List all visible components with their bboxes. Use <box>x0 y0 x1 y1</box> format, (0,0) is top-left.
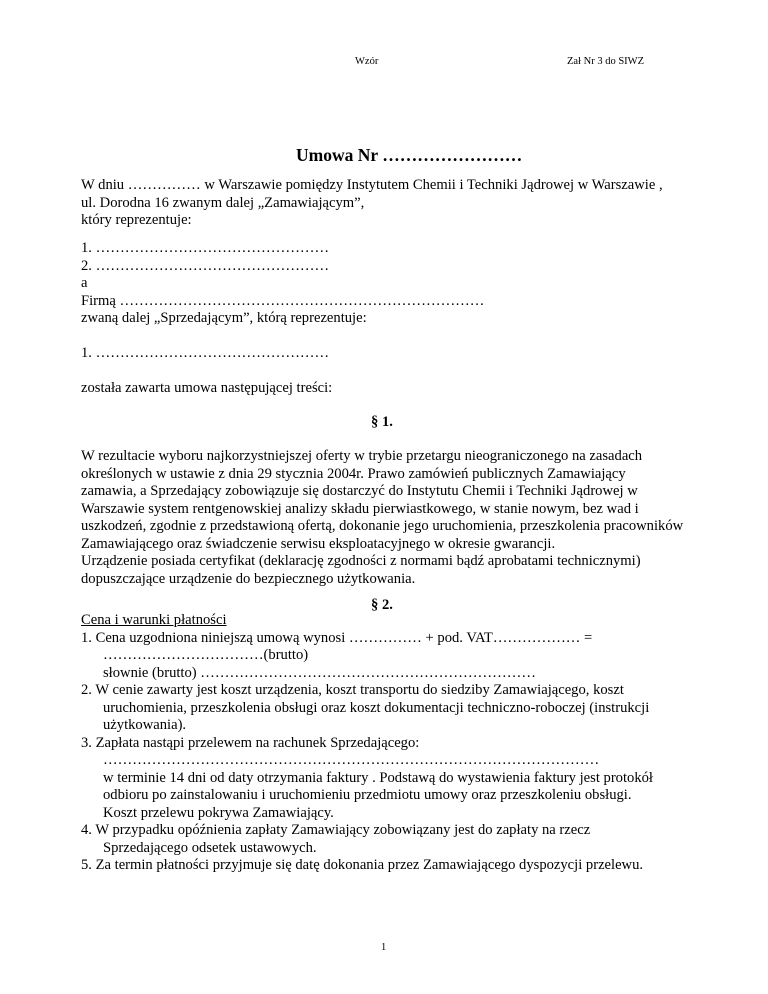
paragraph-line: uszkodzeń, zgodnie z przedstawioną ofertą, dokonanie jego uruchomienia, przeszkolenia pracowników <box>81 518 684 534</box>
intro-line: W dniu …………… w Warszawie pomiędzy Instytutem Chemii i Techniki Jądrowej w Warszawie , <box>81 177 663 193</box>
list-item-continuation: ……………………………(brutto) <box>103 647 309 663</box>
intro-paragraph <box>81 177 663 230</box>
paragraph-line: W rezultacie wyboru najkorzystniejszej oferty w trybie przetargu nieograniczonego na zasadach <box>81 448 643 464</box>
paragraph-line: Zamawiającego oraz świadczenie serwisu eksploatacyjnego w okresie gwarancji. <box>81 535 556 552</box>
list-item-continuation: użytkowania). <box>103 717 187 733</box>
section-2-heading: § 2. <box>371 597 393 613</box>
section-1-body <box>81 448 683 588</box>
intro-line: który reprezentuje: <box>81 212 192 228</box>
section-1-heading: § 1. <box>371 414 393 430</box>
list-item: 5. Za termin płatności przyjmuje się datę dokonania przez Zamawiającego dyspozycji przelewu. <box>81 857 644 873</box>
concluded-line: została zawarta umowa następującej treści: <box>81 380 333 396</box>
paragraph-line: Urządzenie posiada certyfikat (deklarację zgodności z normami bądź aprobatami technicznymi) <box>81 553 641 569</box>
conjunction-a: a <box>81 275 88 291</box>
seller-line: zwaną dalej „Sprzedającym”, którą reprezentuje: <box>81 310 367 326</box>
buyer-representatives <box>81 240 484 328</box>
list-item: 3. Zapłata nastąpi przelewem na rachunek Sprzedającego: <box>81 734 420 751</box>
representative-line: 2. ………………………………………… <box>81 257 330 274</box>
list-item-continuation: ………………………………………………………………………………………… <box>103 752 600 768</box>
list-item: 2. W cenie zawarty jest koszt urządzenia, koszt transportu do siedziby Zamawiającego, koszt <box>81 682 624 698</box>
attachment-label: Zał Nr 3 do SIWZ <box>567 56 644 67</box>
paragraph-line: Warszawie system rentgenowskiej analizy składu pierwiastkowego, w stanie nowym, bez wad i <box>81 500 639 517</box>
representative-line: 1. ………………………………………… <box>81 345 330 361</box>
paragraph-line: zamawia, a Sprzedający zobowiązuje się dostarczyć do Instytutu Chemii i Techniki Jądrowej w <box>81 483 638 499</box>
section-2-subheading: Cena i warunki płatności <box>81 612 227 628</box>
list-item-continuation: w terminie 14 dni od daty otrzymania faktury . Podstawą do wystawienia faktury jest protokół <box>103 769 653 786</box>
list-item: 1. Cena uzgodniona niniejszą umową wynosi …………… + pod. VAT……………… = <box>81 629 593 646</box>
list-item-continuation: Koszt przelewu pokrywa Zamawiający. <box>103 804 334 821</box>
representative-line: 1. ………………………………………… <box>81 240 330 256</box>
list-item-continuation: odbioru po zainstalowaniu i uruchomieniu przedmiotu umowy oraz przeszkoleniu obsługi. <box>103 787 632 803</box>
seller-representatives <box>81 345 329 363</box>
list-item-continuation: uruchomienia, przeszkolenia obsługi oraz koszt dokumentacji techniczno-roboczej (instrukcji <box>103 699 650 716</box>
paragraph-line: określonych w ustawie z dnia 29 stycznia 2004r. Prawo zamówień publicznych Zamawiający <box>81 465 626 482</box>
paragraph-line: dopuszczające urządzenie do bezpiecznego użytkowania. <box>81 570 416 587</box>
contract-title: Umowa Nr …………………… <box>296 145 523 165</box>
list-item-continuation: słownie (brutto) …………………………………………………………… <box>103 664 536 681</box>
section-2-body <box>81 612 653 875</box>
list-item: 4. W przypadku opóźnienia zapłaty Zamawiający zobowiązany jest do zapłaty na rzecz <box>81 822 591 838</box>
firm-line: Firmą ………………………………………………………………… <box>81 292 485 309</box>
list-item-continuation: Sprzedającego odsetek ustawowych. <box>103 839 317 856</box>
page-number: 1 <box>381 942 387 953</box>
intro-line: ul. Dorodna 16 zwanym dalej „Zamawiającym”, <box>81 194 365 211</box>
document-template-label: Wzór <box>355 56 379 67</box>
